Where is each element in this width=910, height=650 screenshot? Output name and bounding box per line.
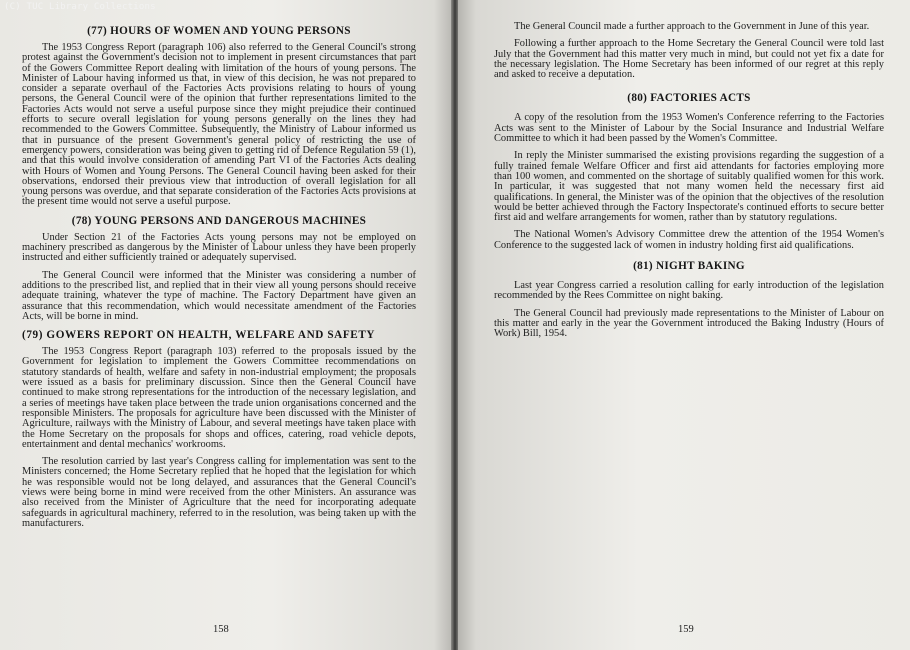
section-heading-79: (79) GOWERS REPORT ON HEALTH, WELFARE AND SAFETY	[22, 329, 376, 342]
page-number: 158	[213, 624, 229, 635]
left-page	[0, 0, 452, 650]
section-heading-77: (77) HOURS OF WOMEN AND YOUNG PERSONS	[87, 25, 351, 37]
paragraph: A copy of the resolution from the 1953 Women's Conference referring to the Factories Acts was sent to the Minister of Labour by the Social Insurance and Industrial Welfare Committee to which it had been passed by the Women's Committee.	[494, 112, 884, 145]
paragraph: The 1953 Congress Report (paragraph 106) also referred to the General Council's strong protest against the Government's decision not to implement in present circumstances that part of the Gowers Committee Report dealing with limitation of the hours of young persons. The Minister of Labour having informed us that, in view of this decision, he was not prepared to consider a separate overhaul of the Factories Acts provisions relating to hours of young persons, the General Council were of the opinion that further representations limited to the Factories Acts would not serve a useful purpose since they might prejudice their continued efforts to secure overall legislation for young persons generally on the lines they had recommended to the Gowers Committee. Subsequently, the Ministry of Labour informed us that in pursuance of the present Government's general policy of restricting the use of emergency powers, consideration was being given to getting rid of Defence Regulation 59 (1), and that this would involve consideration of amending Part VI of the Factories Acts dealing with Hours of Women and Young Persons. The General Council having been asked for their observations, endorsed their previous view that introduction of overall legislation for all young persons was overdue, and that separate consideration of the Factories Acts provisions at the present time would not serve a useful purpose.	[22, 42, 416, 208]
paragraph: Following a further approach to the Home Secretary the General Council were told last July that the Government had this matter very much in mind, but could not yet fix a date for the necessary legislation. The Home Secretary has been informed of our regret at this reply and asked to receive a deputation.	[494, 38, 884, 81]
paragraph: The National Women's Advisory Committee drew the attention of the 1954 Women's Conference to the suggested lack of women in industry holding first aid qualifications.	[494, 229, 884, 251]
paragraph: Last year Congress carried a resolution calling for early introduction of the legislation recommended by the Rees Committee on night baking.	[494, 280, 884, 302]
section-heading-80: (80) FACTORIES ACTS	[627, 92, 751, 105]
watermark: (C) TUC Library Collections	[4, 2, 156, 12]
right-page	[458, 0, 910, 650]
paragraph: The General Council made a further approach to the Government in June of this year.	[514, 21, 870, 32]
paragraph: The General Council were informed that the Minister was considering a number of additions to the prescribed list, and replied that in their view all young persons should receive adequate training, whatever the type of machine. The Factory Department have given an assurance that this recommendation, which would necessitate amendment of the Factories Acts, will be borne in mind.	[22, 269, 416, 322]
paragraph: In reply the Minister summarised the existing provisions regarding the suggestion of a fully trained female Welfare Officer and first aid attendants for factories employing more than 100 women, and commented on the shortage of suitably qualified women for this work. In particular, it was suggested that not many women held the necessary first aid qualifications. In general, the Minister was of the opinion that the objectives of the resolution would be better achieved through the Factory Inspectorate's continued efforts to secure better first aid and welfare arrangements for women, rather than by statutory regulations.	[494, 150, 884, 224]
paragraph: Under Section 21 of the Factories Acts young persons may not be employed on machinery prescribed as dangerous by the Minister of Labour unless they have been properly instructed and either sufficiently trained or adequately supervised.	[22, 231, 416, 264]
paragraph: The General Council had previously made representations to the Minister of Labour on this matter and early in the year the Government introduced the Baking Industry (Hours of Work) Bill, 1954.	[494, 307, 884, 340]
paragraph: The resolution carried by last year's Congress calling for implementation was sent to the Ministers concerned; the Home Secretary replied that he hoped that the legislation for which he was responsible would not be long delayed, and assurances that the General Council's views were being borne in mind were received from the other Ministers. An assurance was also received from the Minister of Agriculture that the need for incorporating adequate safeguards in agricultural machinery, referred to in the resolution, was being taken up with the manufacturers.	[22, 456, 416, 529]
paragraph: The 1953 Congress Report (paragraph 103) referred to the proposals issued by the Government for legislation to implement the Gowers Committee recommendations on statutory standards of health, welfare and safety in non-industrial employment; the proposals were issued as a basis for preliminary discussion. Since then the General Council have continued to make strong representations for the introduction of the necessary legislation, and a series of meetings have taken place between the trade union organisations concerned and the responsible Ministers. The proposals for agriculture have been discussed with the Minister of Agriculture, railways with the Ministry of Labour, and several meetings have taken place with the Home Secretary on the proposals for shops and offices, catering, road vehicle depots, entertainment and dental mechanics' workrooms.	[22, 346, 416, 450]
section-heading-81: (81) NIGHT BAKING	[633, 260, 745, 273]
section-heading-78: (78) YOUNG PERSONS AND DANGEROUS MACHINES	[71, 214, 367, 227]
page-number: 159	[678, 624, 694, 635]
